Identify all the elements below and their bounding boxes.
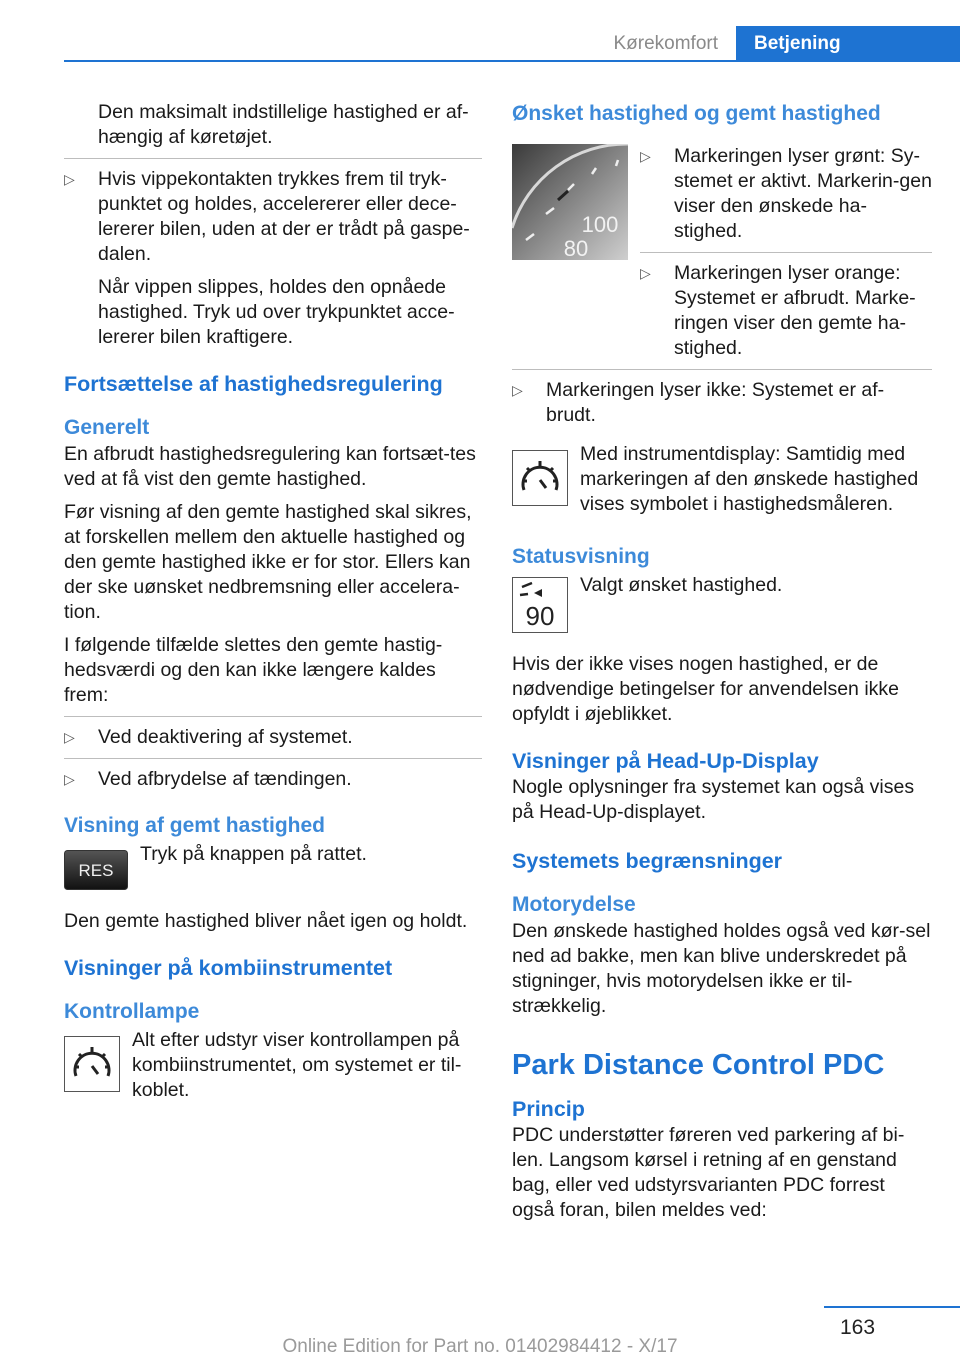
res-row [64,842,482,895]
heading-general: Generelt [64,416,150,439]
list-item [640,144,932,244]
heading-hud: Visninger på Head-Up-Display [512,749,819,773]
list-item-text: Markeringen lyser ikke: Systemet er af-brudt. [546,379,885,426]
icon-90-label: 90 [525,601,555,631]
divider [64,758,482,759]
set-speed-icon [512,577,568,638]
cruise-control-icon [64,1036,120,1103]
list-item [640,261,932,361]
paragraph-principle: PDC understøtter føreren ved parkering af bi-len. Langsom kørsel i retning af en genstand bag, eller ved udstyrsvarianten PDC forrest også foran, bilen meldes ved: [512,1124,905,1221]
right-column [512,100,932,1231]
divider [64,716,482,717]
list-item [64,167,482,267]
instrument-row [512,442,932,517]
header-section[interactable]: Betjening [736,26,960,61]
paragraph-selected: Valgt ønsket hastighed. [580,574,783,596]
list-item [64,725,482,750]
divider [640,252,932,253]
left-column [64,100,482,1111]
speedo-block [512,144,932,369]
speedo-label-100: 100 [581,212,619,237]
res-label: RES [78,861,114,880]
list-item [64,767,482,792]
header-rule [64,60,960,62]
triangle-bullet-icon: ▷ [640,265,651,281]
paragraph-instrument: Med instrumentdisplay: Samtidig med markeringen af den ønskede hastighed vises symbolet i hastighedsmåleren. [580,443,919,515]
heading-pdc: Park Distance Control PDC [512,1049,885,1081]
paragraph-press-res: Tryk på knappen på rattet. [140,843,367,865]
heading-status: Statusvisning [512,545,650,568]
speedometer-image [512,144,628,369]
heading-desired-stored: Ønsket hastighed og gemt hastighed [512,102,881,125]
heading-resume: Fortsættelse af hastighedsregulering [64,372,443,396]
paragraph-max-speed: Den maksimalt indstillelige hastighed er af-hængig af køretøjet. [98,101,469,148]
heading-limits: Systemets begrænsninger [512,849,783,873]
paragraph-general-2: Før visning af den gemte hastighed skal sikres, at forskellen mellem den aktuelle hastighed og den gemte hastighed ikke er for stor. Ellers kan der ske uønsket nedbremsning eller accelera-tion. [64,501,472,623]
header-chapter[interactable]: Kørekomfort [613,33,718,54]
heading-show-stored: Visning af gemt hastighed [64,814,325,837]
speedo-label-80: 80 [563,236,589,260]
list-item-text: Hvis vippekontakten trykkes frem til tryk-punktet og holdes, accelererer eller dece-lererer bilen, uden at der er trådt på gaspe-dalen. [98,168,470,265]
divider [512,369,932,370]
edition-footer[interactable]: Online Edition for Part no. 01402984412 - X/17 [282,1336,678,1357]
footer-rule [824,1306,960,1308]
heading-engine: Motorydelse [512,893,636,916]
speedo-bullets [640,144,932,369]
cruise-control-icon [512,450,568,517]
triangle-bullet-icon: ▷ [64,771,75,787]
list-item-text: Ved deaktivering af systemet. [98,726,353,748]
lamp-row [64,1028,482,1103]
heading-control-lamp: Kontrollampe [64,1000,200,1023]
page-number: 163 [840,1316,876,1339]
triangle-bullet-icon: ▷ [512,382,523,398]
paragraph-general-3: I følgende tilfælde slettes den gemte hastig-hedsværdi og den kan ikke længere kaldes frem: [64,634,443,706]
heading-kombi: Visninger på kombiinstrumentet [64,956,393,980]
res-button-icon [64,850,128,895]
paragraph-no-speed: Hvis der ikke vises nogen hastighed, er de nødvendige betingelser for anvendelsen ikke opfyldt i øjeblikket. [512,653,900,725]
status-row [512,573,932,638]
paragraph-release: Når vippen slippes, holdes den opnåede hastighed. Tryk ud over trykpunktet acce-lererer bilen kraftigere. [98,276,455,348]
paragraph-general-1: En afbrudt hastighedsregulering kan fortsæt-tes ved at få vist den gemte hastighed. [64,443,476,490]
list-item-text: Markeringen lyser orange: Systemet er afbrudt. Marke-ringen viser den gemte ha-stighed. [674,262,916,359]
list-item-text: Markeringen lyser grønt: Sy-stemet er aktivt. Markerin-gen viser den ønskede ha-stighed. [674,145,932,242]
triangle-bullet-icon: ▷ [64,171,75,187]
divider [64,158,482,159]
list-item-text: Ved afbrydelse af tændingen. [98,768,352,790]
paragraph-hud: Nogle oplysninger fra systemet kan også vises på Head-Up-displayet. [512,776,915,823]
triangle-bullet-icon: ▷ [64,729,75,745]
paragraph-reached: Den gemte hastighed bliver nået igen og holdt. [64,910,468,932]
list-item [512,378,932,428]
triangle-bullet-icon: ▷ [640,148,651,164]
paragraph-lamp: Alt efter udstyr viser kontrollampen på kombiinstrumentet, om systemet er til-koblet. [132,1029,462,1101]
paragraph-engine: Den ønskede hastighed holdes også ved kør-sel ned ad bakke, men kan blive underskredet på stigninger, hvis motorydelsen ikke er til-strækkelig. [512,920,931,1017]
heading-principle: Princip [512,1097,585,1121]
